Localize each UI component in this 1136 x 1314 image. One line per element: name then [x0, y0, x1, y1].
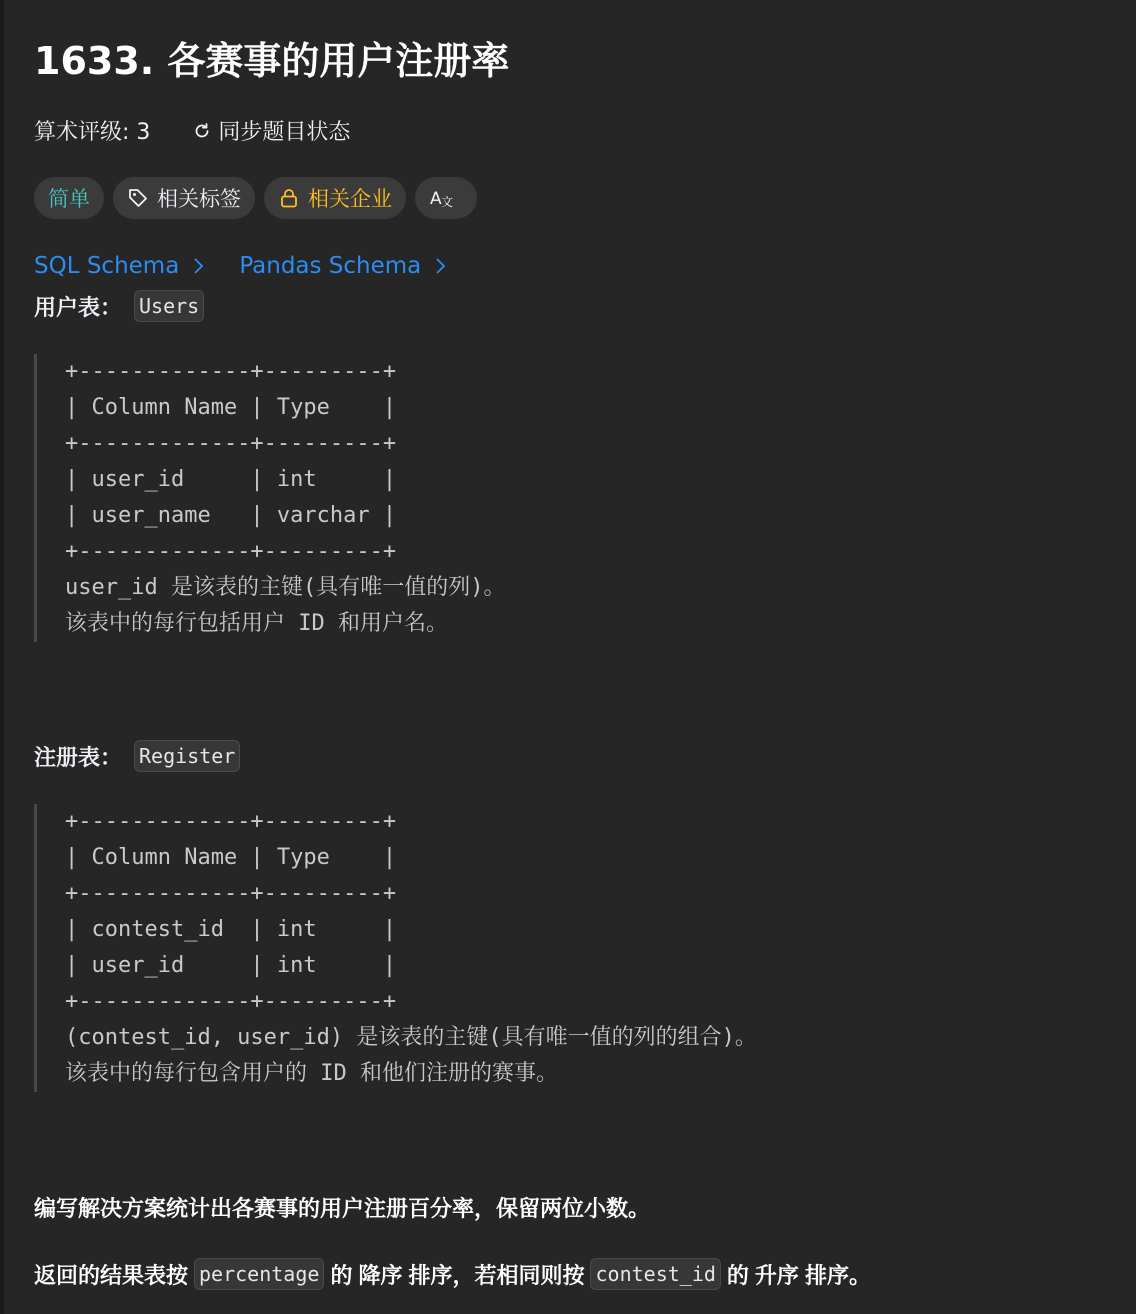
- sort-requirement: [34, 1258, 871, 1290]
- sort-text-5: 排序。: [804, 1263, 871, 1289]
- translate-button[interactable]: [415, 177, 477, 219]
- rating-text: 算术评级: 3: [34, 120, 151, 145]
- users-schema-block: +-------------+---------+ | Column Name | Type | +-------------+---------+ | user_id | int | | user_name | varchar | +-------------+---------+ user_id 是该表的主键(具有唯一值的列)。 该表中的每行包括用户 ID 和用户名。: [34, 354, 505, 642]
- percentage-code: percentage: [194, 1258, 324, 1290]
- difficulty-badge[interactable]: 简单: [34, 177, 104, 219]
- tag-row: [34, 177, 477, 219]
- refresh-icon: [192, 121, 212, 141]
- task-description: 编写解决方案统计出各赛事的用户注册百分率，保留两位小数。: [34, 1197, 651, 1222]
- left-edge: [0, 0, 4, 1314]
- sql-schema-link[interactable]: [34, 253, 205, 279]
- chevron-right-icon: [435, 257, 447, 275]
- translate-icon: [429, 187, 455, 209]
- sync-label: 同步题目状态: [218, 120, 351, 145]
- register-table-heading: [34, 740, 240, 772]
- svg-text:文: 文: [441, 195, 454, 209]
- related-topics-label: 相关标签: [157, 187, 241, 211]
- users-table-name: Users: [134, 290, 204, 322]
- sql-schema-label: SQL Schema: [34, 253, 180, 279]
- sort-text-4: 的: [726, 1263, 749, 1289]
- register-table-label: 注册表：: [34, 745, 123, 771]
- register-schema-block: +-------------+---------+ | Column Name | Type | +-------------+---------+ | contest_id | int | | user_id | int | +-------------+---------+ (contest_id, user_id) 是该表的主键(具有唯一值的列的组合)。 该表中的每行包含用户的 ID 和他们注册的赛事。: [34, 804, 757, 1092]
- users-table-heading: [34, 290, 204, 322]
- svg-text:A: A: [430, 189, 442, 209]
- users-table-label: 用户表：: [34, 295, 123, 321]
- sort-text-2: 的: [330, 1263, 353, 1289]
- sort-text-1: 返回的结果表按: [34, 1263, 189, 1289]
- contest-id-code: contest_id: [590, 1258, 720, 1290]
- register-table-name: Register: [134, 740, 240, 772]
- ascending-strong: 升序: [754, 1263, 799, 1289]
- tag-icon: [127, 187, 149, 209]
- related-topics-button[interactable]: [113, 177, 255, 219]
- chevron-right-icon: [193, 257, 205, 275]
- meta-row: [34, 115, 350, 146]
- pandas-schema-label: Pandas Schema: [239, 253, 422, 279]
- descending-strong: 降序: [358, 1263, 403, 1289]
- problem-title: 1633. 各赛事的用户注册率: [34, 39, 510, 83]
- sync-status-button[interactable]: [192, 115, 350, 146]
- related-companies-button[interactable]: [264, 177, 406, 219]
- lock-icon: [278, 187, 300, 209]
- related-companies-label: 相关企业: [308, 187, 392, 211]
- schema-links: [34, 253, 447, 279]
- sort-text-3: 排序，若相同则按: [408, 1263, 585, 1289]
- pandas-schema-link[interactable]: [239, 253, 447, 279]
